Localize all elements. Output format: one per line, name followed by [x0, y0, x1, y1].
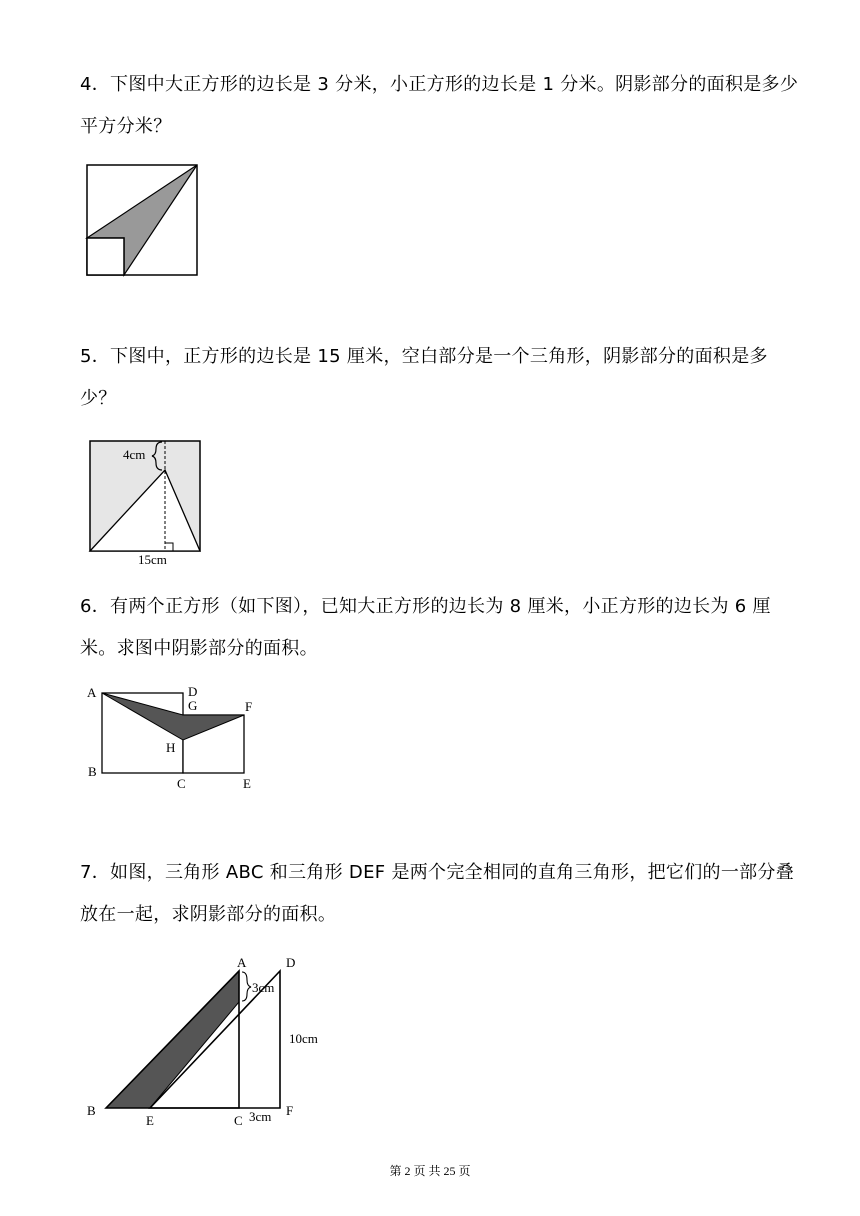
label-f: F: [245, 699, 253, 714]
question-7-text: 7．如图，三角形 ABC 和三角形 DEF 是两个完全相同的直角三角形，把它们的一部分叠放在一起，求阴影部分的面积。: [80, 862, 795, 925]
page-footer: 第 2 页 共 25 页: [389, 1164, 471, 1178]
label-g: G: [188, 698, 198, 713]
label-e: E: [146, 1113, 154, 1128]
small-square: [87, 238, 124, 275]
label-15cm: 15cm: [138, 552, 167, 567]
question-7-figure: [84, 950, 334, 1130]
label-h: H: [166, 740, 176, 755]
label-4cm: 4cm: [123, 447, 146, 462]
label-b: B: [87, 1103, 96, 1118]
label-e: E: [243, 776, 251, 791]
question-4-text: 4．下图中大正方形的边长是 3 分米，小正方形的边长是 1 分米。阴影部分的面积是多少平方分米？: [80, 74, 799, 137]
label-b: B: [88, 764, 97, 779]
label-d: D: [286, 955, 296, 970]
label-c: C: [177, 776, 186, 791]
label-3cm-bottom: 3cm: [249, 1109, 272, 1124]
label-d: D: [188, 684, 198, 699]
label-3cm-top: 3cm: [252, 980, 275, 995]
brace: [242, 972, 251, 1001]
triangle-abc: [106, 971, 239, 1108]
label-c: C: [234, 1113, 243, 1128]
question-6-figure: [84, 682, 264, 792]
label-a: A: [87, 685, 97, 700]
label-10cm: 10cm: [289, 1031, 318, 1046]
question-5-text: 5．下图中，正方形的边长是 15 厘米，空白部分是一个三角形，阴影部分的面积是多少？: [80, 346, 768, 409]
question-6-text: 6．有两个正方形（如下图），已知大正方形的边长为 8 厘米，小正方形的边长为 6 厘米。求图中阴影部分的面积。: [80, 596, 771, 659]
question-5-figure: [84, 436, 214, 571]
label-a: A: [237, 955, 247, 970]
question-4-figure: [84, 162, 202, 280]
label-f: F: [286, 1103, 294, 1118]
